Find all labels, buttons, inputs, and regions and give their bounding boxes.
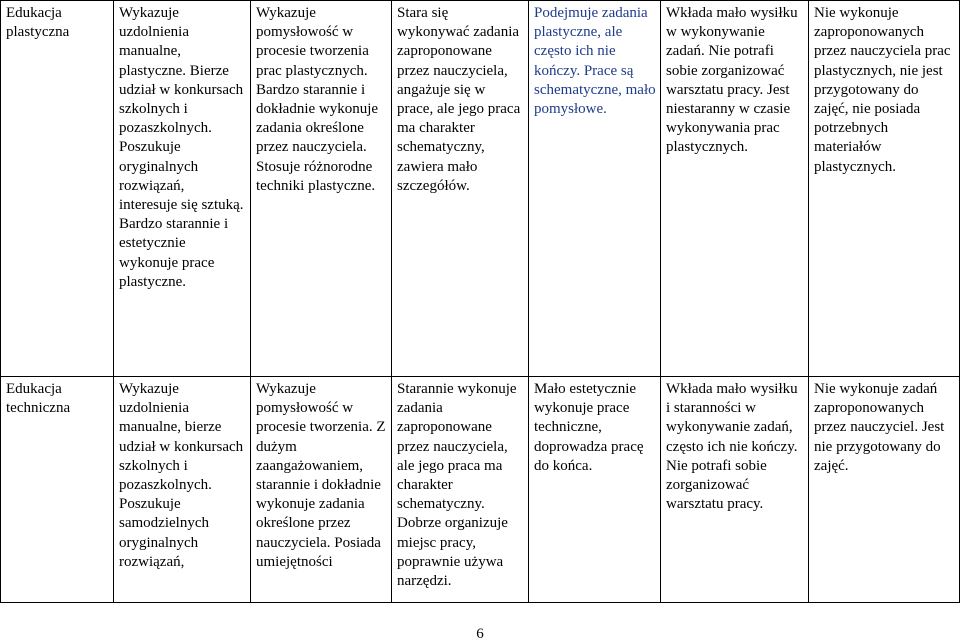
subject-cell bbox=[1, 377, 114, 603]
criteria-text: Wkłada mało wysiłku w wykonywanie zadań. Nie potrafi sobie zorganizować warsztatu pracy. Jest niestaranny w czasie wykonywania prac plastycznych. bbox=[666, 5, 798, 156]
subject-label: Edukacja plastyczna bbox=[6, 5, 70, 41]
criteria-text: Wkłada mało wysiłku i staranności w wykonywanie zadań, często ich nie kończy. Nie potrafi sobie zorganizować warsztatu pracy. bbox=[666, 381, 798, 513]
criteria-text: Podejmuje zadania plastyczne, ale często ich nie kończy. Prace są schematyczne, mało pomysłowe. bbox=[534, 5, 656, 118]
criteria-text: Wykazuje pomysłowość w procesie tworzenia prac plastycznych. Bardzo starannie i dokładnie wykonuje zadania określone przez nauczyciela. Stosuje różnorodne techniki plastyczne. bbox=[256, 5, 379, 194]
criteria-cell-grade-4 bbox=[392, 377, 529, 603]
criteria-text: Stara się wykonywać zadania zaproponowane przez nauczyciela, angażuje się w prace, ale jego praca ma charakter schematyczny, zawiera mało szczegółów. bbox=[397, 5, 521, 194]
criteria-cell-grade-4 bbox=[392, 1, 529, 377]
criteria-text: Mało estetycznie wykonuje prace techniczne, doprowadza pracę do końca. bbox=[534, 381, 644, 474]
criteria-text: Nie wykonuje zadań zaproponowanych przez nauczyciel. Jest nie przygotowany do zajęć. bbox=[814, 381, 945, 474]
criteria-cell-grade-3 bbox=[529, 377, 661, 603]
criteria-text: Wykazuje uzdolnienia manualne, bierze udział w konkursach szkolnych i pozaszkolnych. Poszukuje samodzielnych oryginalnych rozwiązań, bbox=[119, 381, 244, 570]
criteria-text: Starannie wykonuje zadania zaproponowane przez nauczyciela, ale jego praca ma charakter schematyczny. Dobrze organizuje miejsc pracy, poprawnie używa narzędzi. bbox=[397, 381, 517, 590]
subject-label: Edukacja techniczna bbox=[6, 381, 71, 417]
page-number: 6 bbox=[476, 626, 484, 642]
criteria-cell-grade-1 bbox=[809, 1, 960, 377]
criteria-cell-grade-5 bbox=[251, 1, 392, 377]
criteria-cell-grade-2 bbox=[661, 1, 809, 377]
subject-cell bbox=[1, 1, 114, 377]
criteria-cell-grade-1 bbox=[809, 377, 960, 603]
criteria-cell-grade-6 bbox=[114, 377, 251, 603]
criteria-text: Nie wykonuje zaproponowanych przez nauczyciela prac plastycznych, nie jest przygotowany do zajęć, nie posiada potrzebnych materiałów plastycznych. bbox=[814, 5, 951, 175]
table-row-plastyczna bbox=[1, 1, 960, 377]
criteria-cell-grade-6 bbox=[114, 1, 251, 377]
criteria-text: Wykazuje uzdolnienia manualne, plastyczne. Bierze udział w konkursach szkolnych i pozaszkolnych. Poszukuje oryginalnych rozwiązań, interesuje się sztuką. Bardzo starannie i estetycznie wykonuje prace plastyczne. bbox=[119, 5, 244, 290]
criteria-cell-grade-5 bbox=[251, 377, 392, 603]
criteria-text: Wykazuje pomysłowość w procesie tworzenia. Z dużym zaangażowaniem, starannie i dokładnie wykonuje zadania określone przez nauczyciela. Posiada umiejętności bbox=[256, 381, 386, 570]
criteria-cell-grade-3 bbox=[529, 1, 661, 377]
table-row-techniczna bbox=[1, 377, 960, 603]
criteria-cell-grade-2 bbox=[661, 377, 809, 603]
